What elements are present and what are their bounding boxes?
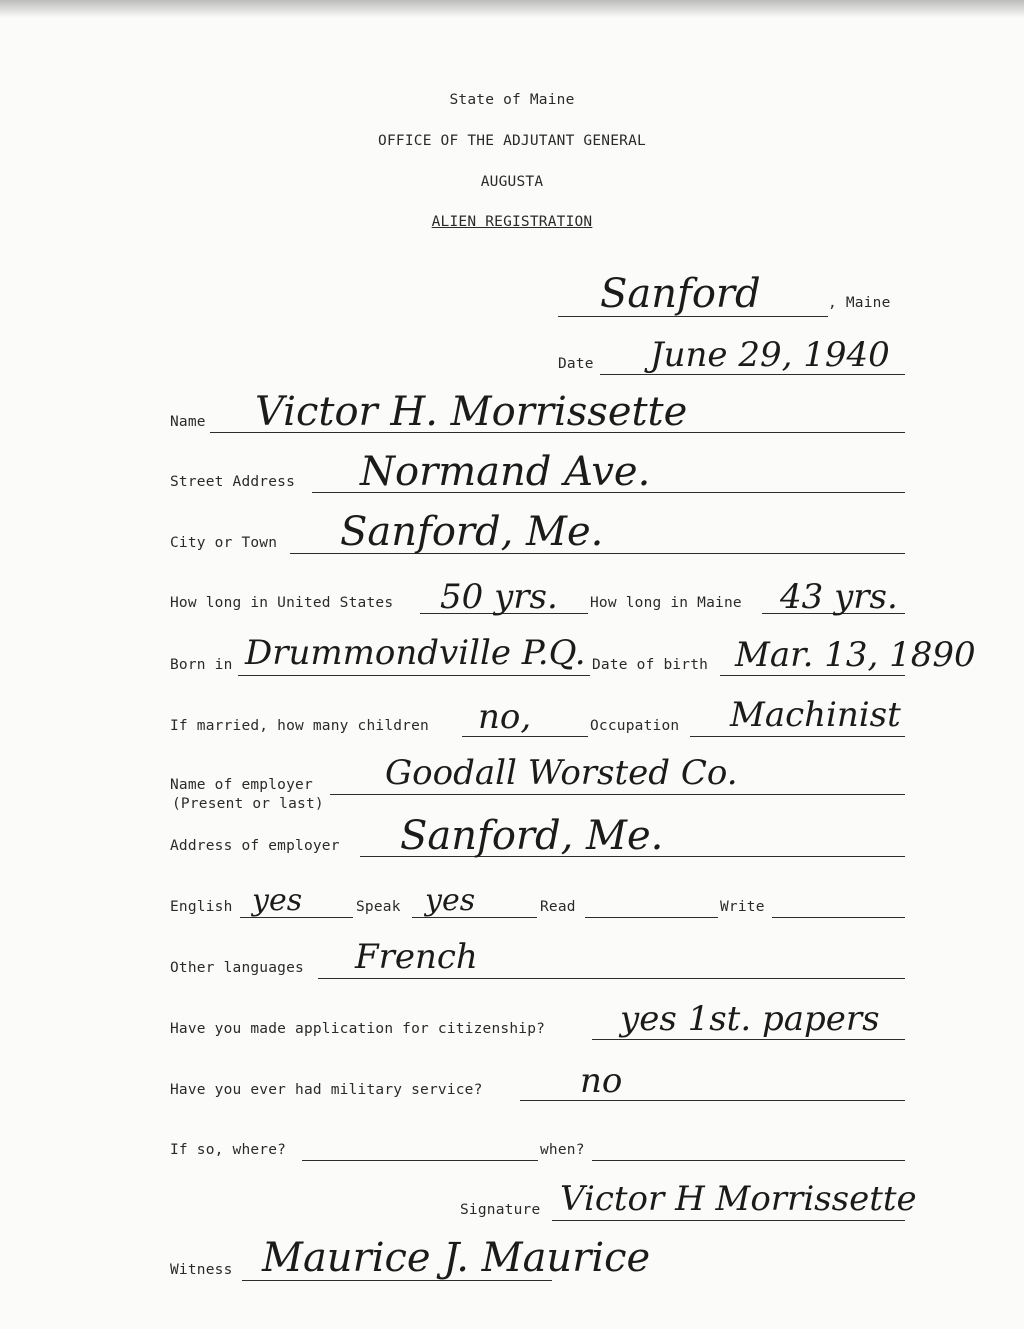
date-label: Date (558, 356, 594, 372)
children-value: no, (478, 697, 532, 737)
read-line (585, 917, 718, 918)
header-city: AUGUSTA (480, 174, 544, 190)
children-label: If married, how many children (170, 718, 429, 734)
dob-value: Mar. 13, 1890 (735, 635, 976, 675)
city-label: City or Town (170, 535, 278, 551)
other-languages-label: Other languages (170, 960, 304, 976)
scan-edge (0, 0, 1024, 18)
town-value: Sanford (600, 271, 761, 317)
born-in-label: Born in (170, 657, 233, 673)
witness-label: Witness (170, 1262, 233, 1278)
speak-label: Speak (356, 899, 401, 915)
how-long-maine-label: How long in Maine (590, 595, 742, 611)
dob-label: Date of birth (592, 657, 709, 673)
street-label: Street Address (170, 474, 296, 490)
header-office: OFFICE OF THE ADJUTANT GENERAL (378, 133, 646, 149)
when-label: when? (540, 1142, 585, 1158)
dob-line (720, 675, 905, 676)
write-line (772, 917, 905, 918)
if-so-where-label: If so, where? (170, 1142, 287, 1158)
citizenship-value: yes 1st. papers (620, 999, 880, 1039)
born-in-value: Drummondville P.Q. (245, 633, 586, 673)
military-label: Have you ever had military service? (170, 1082, 483, 1098)
form-title: ALIEN REGISTRATION (431, 214, 593, 230)
citizenship-line (592, 1039, 905, 1040)
witness-value: Maurice J. Maurice (262, 1235, 651, 1281)
military-line (520, 1100, 905, 1101)
other-languages-value: French (355, 937, 478, 977)
military-value: no (580, 1061, 623, 1101)
born-in-line (238, 675, 590, 676)
city-value: Sanford, Me. (340, 509, 604, 555)
speak-value: yes (425, 883, 476, 918)
write-label: Write (720, 899, 765, 915)
employer-note: (Present or last) (172, 796, 324, 812)
name-label: Name (170, 414, 206, 430)
if-so-where-line (302, 1160, 538, 1161)
how-long-maine-value: 43 yrs. (780, 577, 898, 617)
employer-line (330, 794, 905, 795)
occupation-label: Occupation (590, 718, 680, 734)
english-label: English (170, 899, 233, 915)
name-value: Victor H. Morrissette (255, 389, 688, 435)
employer-address-label: Address of employer (170, 838, 340, 854)
occupation-line (690, 736, 905, 737)
maine-label: , Maine (828, 295, 891, 311)
english-value: yes (252, 883, 303, 918)
read-label: Read (540, 899, 576, 915)
other-languages-line (318, 978, 905, 979)
when-line (592, 1160, 905, 1161)
header-state: State of Maine (449, 92, 575, 108)
employer-label: Name of employer (170, 777, 313, 793)
street-value: Normand Ave. (360, 449, 651, 495)
employer-address-value: Sanford, Me. (400, 813, 664, 859)
how-long-us-label: How long in United States (170, 595, 394, 611)
how-long-us-value: 50 yrs. (440, 577, 558, 617)
occupation-value: Machinist (730, 695, 901, 735)
employer-value: Goodall Worsted Co. (385, 753, 738, 793)
signature-value: Victor H Morrissette (560, 1179, 917, 1219)
signature-line (552, 1220, 905, 1221)
date-value: June 29, 1940 (650, 335, 890, 375)
signature-label: Signature (460, 1202, 541, 1218)
citizenship-label: Have you made application for citizenship? (170, 1021, 546, 1037)
